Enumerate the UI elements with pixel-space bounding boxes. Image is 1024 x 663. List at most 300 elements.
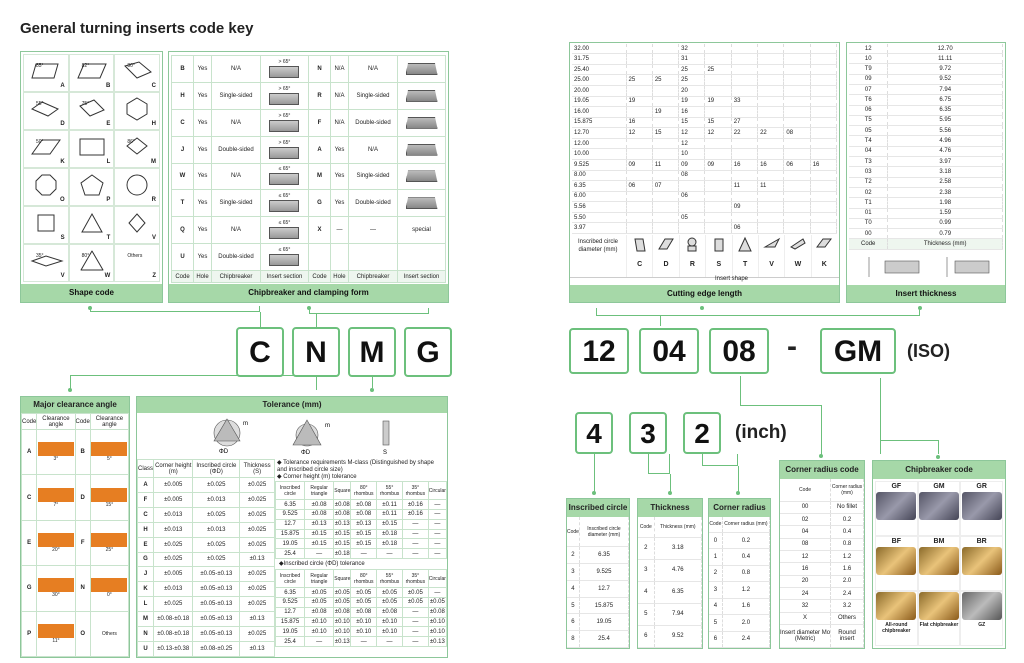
insert-section-cell bbox=[260, 244, 308, 271]
tolerance-sub-cell: — bbox=[428, 509, 446, 519]
cutting-cell: 11 bbox=[652, 159, 678, 170]
crc-cell: 3.2 bbox=[831, 600, 864, 612]
tolerance-sub-label: Regular triangle bbox=[305, 482, 334, 500]
insert-section-icon bbox=[406, 117, 438, 129]
insert-shape-cell bbox=[626, 235, 652, 277]
crc-row bbox=[780, 624, 864, 647]
insert-shape-cell bbox=[705, 235, 731, 277]
cutting-row bbox=[572, 212, 837, 223]
chip-cell: R bbox=[308, 82, 330, 109]
thickness-row bbox=[849, 74, 1003, 84]
cutting-cell bbox=[810, 96, 836, 107]
tolerance-cell: C bbox=[138, 507, 154, 522]
shape-icon bbox=[119, 172, 155, 200]
chipbreaker-insert-icon bbox=[919, 492, 959, 520]
tolerance-sub-cell: ±0.05 bbox=[305, 597, 334, 607]
shape-code-panel bbox=[20, 51, 163, 303]
cutting-cell: 19 bbox=[626, 96, 652, 107]
chip-cell: H bbox=[172, 82, 194, 109]
clearance-header: Major clearance angle bbox=[21, 397, 129, 413]
chip-cell: M bbox=[308, 163, 330, 190]
tolerance-sub-cell: ±0.13 bbox=[334, 521, 350, 528]
cutting-cell: 8.00 bbox=[572, 170, 626, 181]
cutting-cell bbox=[784, 223, 810, 234]
tolerance-sub-cell: 19.05 bbox=[276, 627, 305, 637]
tolerance-sub-row bbox=[276, 549, 447, 559]
th2-cell: 3.18 bbox=[654, 537, 701, 559]
insert-shape-icon bbox=[627, 235, 652, 255]
clearance-code: B bbox=[75, 430, 90, 475]
tolerance-sub-cell: ±0.08 bbox=[351, 607, 377, 617]
tolerance-note-3: ◆Inscribed circle (ΦD) tolerance bbox=[279, 561, 365, 567]
tolerance-sub-cell: ±0.10 bbox=[377, 617, 403, 627]
tolerance-sub-label: Regular triangle bbox=[305, 570, 334, 588]
tolerance-sub-cell: 19.05 bbox=[276, 539, 305, 549]
cutting-cell bbox=[705, 170, 731, 181]
chip-cell: Q bbox=[172, 217, 194, 244]
th2-row bbox=[638, 625, 702, 647]
shape-icon bbox=[28, 172, 64, 200]
insert-section-icon bbox=[269, 120, 299, 132]
cutting-cell: 16 bbox=[679, 107, 705, 118]
shape-angle-label: 80° bbox=[81, 253, 90, 259]
cr-row bbox=[709, 615, 770, 631]
tolerance-row bbox=[138, 641, 275, 656]
shape-icon bbox=[119, 96, 155, 124]
thickness-cell: 0.79 bbox=[888, 229, 1003, 239]
tolerance-cell: ±0.025 bbox=[240, 537, 275, 552]
cutting-row bbox=[572, 170, 837, 181]
tolerance-sub-cell: ±0.08 bbox=[305, 607, 334, 617]
clearance-angle: Others bbox=[101, 630, 117, 637]
tolerance-sub-label: Circular bbox=[428, 570, 446, 588]
insert-section-cell bbox=[398, 163, 446, 190]
tolerance-sub-cell: ±0.18 bbox=[377, 539, 403, 549]
cutting-cell bbox=[758, 44, 784, 54]
chip-empty-cell bbox=[308, 244, 330, 271]
shape-icon bbox=[28, 210, 64, 238]
crc-row bbox=[780, 513, 864, 525]
thickness-cell: T5 bbox=[849, 115, 888, 125]
chip-cell: Single-sided bbox=[211, 190, 260, 217]
chipbreaker-code-label: BR bbox=[976, 538, 987, 545]
shape-icon bbox=[74, 210, 110, 238]
clearance-angle: 3° bbox=[53, 456, 59, 463]
chip-cell: N/A bbox=[348, 136, 397, 163]
tolerance-cell: ±0.005 bbox=[154, 567, 193, 582]
cutting-cell bbox=[626, 107, 652, 118]
insert-section-cell bbox=[260, 217, 308, 244]
tolerance-sub-cell: ±0.08 bbox=[429, 609, 445, 616]
cr-col-label: Code bbox=[709, 517, 722, 532]
insert-section-icon bbox=[269, 93, 299, 105]
cutting-cell bbox=[731, 149, 757, 160]
ic-cell: 6.35 bbox=[579, 547, 628, 564]
crc-cell: 1.6 bbox=[831, 563, 864, 575]
ic-row bbox=[567, 564, 629, 581]
cutting-cell: 25 bbox=[679, 64, 705, 75]
tolerance-sub-row bbox=[276, 627, 447, 637]
tolerance-sub-cell: — bbox=[351, 637, 377, 647]
shape-cell bbox=[69, 54, 115, 92]
cutting-cell bbox=[705, 75, 731, 86]
cutting-cell bbox=[731, 138, 757, 149]
corner-height-table bbox=[275, 481, 447, 559]
cutting-cell bbox=[705, 202, 731, 213]
tolerance-cell: ±0.08-±0.18 bbox=[154, 612, 193, 627]
clearance-code: E bbox=[22, 520, 37, 565]
chipbreaker-code-label: All-round chipbreaker bbox=[882, 622, 911, 634]
tolerance-sub-label: Circular bbox=[428, 482, 446, 500]
tolerance-col-label: Class bbox=[138, 460, 154, 478]
thickness-cell: 04 bbox=[849, 146, 888, 156]
tolerance-sub-cell: ±0.13 bbox=[351, 519, 377, 529]
tolerance-sub-cell: ±0.10 bbox=[351, 617, 377, 627]
tolerance-cell: ±0.013 bbox=[193, 522, 240, 537]
chip-cell: Yes bbox=[330, 163, 348, 190]
th2-cell: 7.94 bbox=[654, 603, 701, 625]
cutting-cell bbox=[810, 86, 836, 97]
tolerance-cell: L bbox=[138, 597, 154, 612]
cutting-cell: 09 bbox=[731, 202, 757, 213]
cutting-cell: 16 bbox=[810, 159, 836, 170]
tolerance-sub-cell: — bbox=[351, 549, 377, 559]
cutting-cell: 6.00 bbox=[572, 191, 626, 202]
cutting-cell bbox=[810, 149, 836, 160]
crc-cell: Others bbox=[831, 612, 864, 624]
cutting-cell: 25.40 bbox=[572, 64, 626, 75]
iso-code-04: 04 bbox=[639, 328, 699, 374]
tolerance-sub-row bbox=[276, 607, 447, 617]
tolerance-sub-cell: ±0.15 bbox=[334, 530, 350, 537]
thickness-cell: T9 bbox=[849, 64, 888, 74]
crc-row bbox=[780, 526, 864, 538]
shape-cell bbox=[114, 206, 160, 244]
cutting-cell bbox=[626, 202, 652, 213]
thickness-cell: 1.98 bbox=[888, 198, 1003, 208]
crc-cell: X bbox=[780, 612, 831, 624]
cutting-row bbox=[572, 117, 837, 128]
chip-cell: Yes bbox=[194, 109, 212, 136]
ic-row bbox=[567, 631, 629, 648]
cutting-cell bbox=[652, 54, 678, 65]
tolerance-sub-cell: — bbox=[402, 529, 428, 539]
cr-row bbox=[709, 631, 770, 648]
tolerance-cell: ±0.025 bbox=[240, 507, 275, 522]
clearance-row bbox=[22, 520, 129, 565]
tolerance-diagram bbox=[197, 415, 417, 457]
cutting-cell: 06 bbox=[784, 159, 810, 170]
chip-cell: N/A bbox=[330, 109, 348, 136]
ic-cell: 15.875 bbox=[579, 597, 628, 614]
cutting-cell bbox=[705, 181, 731, 192]
shape-code-label: D bbox=[60, 121, 65, 127]
corner-radius-code-panel bbox=[779, 460, 865, 649]
tolerance-sub-row bbox=[276, 539, 447, 549]
crc-cell: 20 bbox=[780, 575, 831, 587]
clearance-col-label: Code bbox=[22, 414, 37, 430]
chipbreaker-code-cell bbox=[918, 481, 961, 536]
cutting-cell bbox=[705, 191, 731, 202]
insert-shape-icon bbox=[706, 235, 731, 255]
tolerance-sub-cell: ±0.08 bbox=[351, 509, 377, 519]
svg-text:m: m bbox=[243, 421, 248, 427]
cutting-cell bbox=[758, 138, 784, 149]
tolerance-sub-cell: — bbox=[402, 607, 428, 617]
chipbreaker-panel bbox=[168, 51, 449, 303]
insert-thickness-panel bbox=[846, 42, 1006, 303]
insert-shape-icon bbox=[733, 235, 758, 255]
tolerance-col-label: Inscribed circle (ΦD) bbox=[193, 460, 240, 478]
thickness-row bbox=[849, 218, 1003, 228]
insert-section-cell bbox=[398, 82, 446, 109]
clearance-angle-cell bbox=[90, 520, 128, 565]
ic-row bbox=[567, 614, 629, 631]
thickness-col-label: Thickness (mm) bbox=[888, 239, 1003, 250]
clearance-col-label: Code bbox=[75, 414, 90, 430]
tolerance-cell: H bbox=[138, 522, 154, 537]
insert-shape-icon bbox=[785, 235, 810, 255]
tolerance-sub-cell: — bbox=[428, 588, 446, 598]
chipbreaker-code-panel bbox=[872, 460, 1006, 649]
chip-cell: — bbox=[330, 217, 348, 244]
insert-section-cell bbox=[260, 163, 308, 190]
thickness-inch-table bbox=[638, 517, 702, 648]
cutting-row bbox=[572, 96, 837, 107]
chip-cell: Yes bbox=[194, 190, 212, 217]
tolerance-sub-cell: ±0.15 bbox=[351, 539, 377, 549]
cutting-cell: 12.70 bbox=[572, 128, 626, 139]
clearance-angle: 7° bbox=[53, 501, 59, 508]
cutting-cell: 15.875 bbox=[572, 117, 626, 128]
cutting-cell: 15 bbox=[652, 128, 678, 139]
tolerance-cell: ±0.025 bbox=[240, 582, 275, 597]
crc-col-label: Code bbox=[780, 479, 831, 501]
cutting-cell: 3.97 bbox=[572, 223, 626, 234]
insert-section-cell bbox=[398, 217, 446, 244]
cutting-cell bbox=[784, 191, 810, 202]
cr-cell: 0.2 bbox=[722, 532, 769, 548]
thickness-inch-panel bbox=[637, 498, 703, 649]
shape-code-label: V bbox=[151, 235, 156, 241]
chip-cell: — bbox=[348, 217, 397, 244]
tolerance-sub-cell: ±0.18 bbox=[377, 529, 403, 539]
tolerance-cell: ±0.08-±0.25 bbox=[193, 641, 240, 656]
cutting-cell: 06 bbox=[679, 191, 705, 202]
shape-angle-label: 86° bbox=[127, 139, 135, 145]
corner-radius-code-header: Corner radius code bbox=[780, 461, 864, 479]
tolerance-header: Tolerance (mm) bbox=[137, 397, 447, 413]
inch-code-3: 3 bbox=[629, 412, 667, 454]
thickness-cell: 01 bbox=[849, 208, 888, 218]
thickness-cell: 12 bbox=[849, 44, 888, 54]
chipbreaker-col-header bbox=[172, 271, 446, 283]
cutting-cell: 08 bbox=[679, 170, 705, 181]
shape-code-label: E bbox=[106, 121, 111, 127]
cutting-cell: 27 bbox=[731, 117, 757, 128]
tolerance-row bbox=[138, 582, 275, 597]
cutting-cell: 19 bbox=[705, 96, 731, 107]
section-special: special bbox=[412, 227, 431, 234]
cutting-cell bbox=[784, 44, 810, 54]
clearance-code: A bbox=[22, 430, 37, 475]
tolerance-sub-cell: 25.4 bbox=[276, 637, 305, 647]
chip-cell: Yes bbox=[330, 136, 348, 163]
shape-angle-label: Others bbox=[127, 253, 143, 259]
code-letter-g: G bbox=[404, 327, 452, 377]
insert-shape-icon bbox=[653, 235, 678, 255]
chipbreaker-table bbox=[171, 55, 446, 283]
tolerance-cell: ±0.013 bbox=[154, 522, 193, 537]
thickness-cell: 02 bbox=[849, 187, 888, 197]
chip-cell: Yes bbox=[194, 136, 212, 163]
clearance-table bbox=[21, 413, 129, 657]
thickness-diagram bbox=[855, 253, 999, 283]
tolerance-cell: ±0.013 bbox=[154, 507, 193, 522]
cr-row bbox=[709, 532, 770, 548]
tolerance-cell: ±0.05-±0.13 bbox=[193, 612, 240, 627]
chipbreaker-code-header: Chipbreaker code bbox=[873, 461, 1005, 479]
tolerance-sub-label: 80° rhombus bbox=[351, 570, 377, 588]
cutting-row bbox=[572, 128, 837, 139]
thickness-row bbox=[849, 187, 1003, 197]
tolerance-sub-cell: ±0.10 bbox=[377, 627, 403, 637]
shape-grid bbox=[23, 54, 160, 282]
cutting-cell: 09 bbox=[679, 159, 705, 170]
tolerance-sub-cell: ±0.10 bbox=[334, 618, 350, 625]
cutting-row bbox=[572, 191, 837, 202]
cutting-row bbox=[572, 44, 837, 54]
cutting-edge-header: Cutting edge length bbox=[570, 285, 839, 302]
shape-cell bbox=[23, 130, 69, 168]
ic-col-label: Code bbox=[567, 517, 579, 547]
tolerance-cell: ±0.08-±0.18 bbox=[154, 627, 193, 642]
tolerance-sub-cell: 12.7 bbox=[276, 607, 305, 617]
thickness-cell: 07 bbox=[849, 84, 888, 94]
insert-thickness-table bbox=[849, 44, 1003, 250]
cutting-row bbox=[572, 181, 837, 192]
cutting-cell bbox=[784, 86, 810, 97]
thickness-cell: 6.35 bbox=[888, 105, 1003, 115]
chip-cell: C bbox=[172, 109, 194, 136]
insert-shape-label: C bbox=[637, 261, 643, 268]
tolerance-sub-label: 80° rhombus bbox=[351, 482, 377, 500]
tolerance-cell: F bbox=[138, 492, 154, 507]
cutting-cell bbox=[810, 128, 836, 139]
insert-shape-cell bbox=[652, 235, 678, 277]
inscribed-circle-header: Inscribed circle bbox=[567, 499, 629, 517]
shape-icon bbox=[74, 58, 110, 86]
inscribed-circle-panel bbox=[566, 498, 630, 649]
insert-section-cell bbox=[260, 109, 308, 136]
cutting-cell bbox=[652, 86, 678, 97]
section-angle: ≤ 65° bbox=[278, 193, 291, 200]
cutting-cell bbox=[652, 212, 678, 223]
chipbreaker-header: Chipbreaker and clamping form bbox=[169, 284, 448, 302]
tolerance-cell: ±0.025 bbox=[193, 507, 240, 522]
cutting-cell bbox=[784, 202, 810, 213]
cutting-row bbox=[572, 223, 837, 234]
tolerance-cell: ±0.05-±0.13 bbox=[193, 597, 240, 612]
inch-code-4: 4 bbox=[575, 412, 613, 454]
cutting-cell bbox=[731, 86, 757, 97]
chip-cell: F bbox=[308, 109, 330, 136]
shape-code-label: A bbox=[60, 83, 65, 89]
th2-cell: 4.76 bbox=[654, 559, 701, 581]
clearance-angle-cell bbox=[90, 430, 128, 475]
cutting-cell bbox=[758, 54, 784, 65]
tolerance-cell: ±0.025 bbox=[240, 478, 275, 493]
crc-row bbox=[780, 538, 864, 550]
cutting-cell: 07 bbox=[652, 181, 678, 192]
cutting-cell bbox=[758, 107, 784, 118]
tolerance-sub-row bbox=[276, 597, 447, 607]
tolerance-sub-label: 55° rhombus bbox=[377, 570, 403, 588]
tolerance-sub-cell: ±0.10 bbox=[305, 617, 334, 627]
shape-cell bbox=[23, 92, 69, 130]
tolerance-sub-label: Inscribed circle bbox=[276, 482, 305, 500]
thickness-row bbox=[849, 54, 1003, 64]
shape-icon bbox=[119, 134, 155, 162]
cr-cell: 6 bbox=[709, 631, 722, 648]
shape-cell bbox=[114, 244, 160, 282]
thickness-inch-header: Thickness bbox=[638, 499, 702, 517]
shape-cell bbox=[69, 206, 115, 244]
thickness-row bbox=[849, 198, 1003, 208]
tolerance-sub-cell: ±0.05 bbox=[402, 597, 428, 607]
clearance-bar-icon bbox=[38, 533, 74, 547]
chipbreaker-code-cell bbox=[960, 481, 1003, 536]
chipbreaker-insert-icon bbox=[962, 592, 1002, 620]
tolerance-cell: U bbox=[138, 641, 154, 656]
thickness-cell: 0.99 bbox=[888, 218, 1003, 228]
clearance-code: O bbox=[75, 611, 90, 656]
tolerance-sub-row bbox=[276, 637, 447, 647]
shape-icon bbox=[74, 134, 110, 162]
tolerance-row bbox=[138, 492, 275, 507]
tolerance-row bbox=[138, 567, 275, 582]
chipbreaker-code-label: BF bbox=[891, 538, 901, 545]
chipbreaker-row bbox=[172, 244, 446, 271]
cr-cell: 1 bbox=[709, 549, 722, 565]
cutting-cell: 31 bbox=[679, 54, 705, 65]
cutting-cell bbox=[810, 75, 836, 86]
chip-col-label: Chipbreaker bbox=[211, 271, 260, 283]
cr-cell: 0 bbox=[709, 532, 722, 548]
insert-shape-label: S bbox=[716, 261, 722, 268]
shape-icon bbox=[74, 172, 110, 200]
shape-angle-label: 80° bbox=[127, 63, 135, 69]
iso-dash: - bbox=[787, 330, 797, 363]
cutting-cell bbox=[810, 138, 836, 149]
cutting-cell bbox=[810, 117, 836, 128]
thickness-row bbox=[849, 44, 1003, 54]
shape-code-label: V bbox=[60, 273, 65, 279]
tolerance-sub-cell: ±0.05 bbox=[305, 588, 334, 598]
clearance-code: P bbox=[22, 611, 37, 656]
chip-cell: Yes bbox=[194, 82, 212, 109]
cutting-cell bbox=[626, 54, 652, 65]
cutting-cell bbox=[705, 86, 731, 97]
cutting-cell: 09 bbox=[626, 159, 652, 170]
ic-cell: 9.525 bbox=[579, 564, 628, 581]
th2-cell: 3 bbox=[638, 559, 654, 581]
section-angle: > 65° bbox=[278, 139, 291, 146]
cutting-cell bbox=[758, 117, 784, 128]
cutting-cell bbox=[758, 202, 784, 213]
section-angle: ≤ 65° bbox=[278, 247, 291, 254]
clearance-row bbox=[22, 430, 129, 475]
